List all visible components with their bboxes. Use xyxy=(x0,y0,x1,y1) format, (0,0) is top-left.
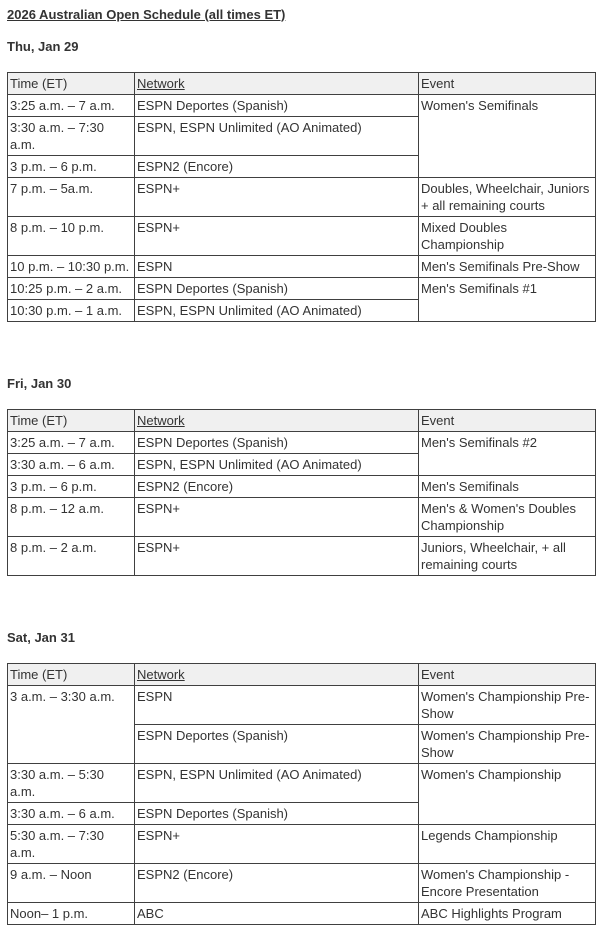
time-cell: 9 a.m. – Noon xyxy=(8,864,135,903)
table-header-row xyxy=(8,664,596,686)
column-header-label: Time (ET) xyxy=(10,413,68,428)
network-cell: ESPN2 (Encore) xyxy=(135,476,419,498)
event-cell: Women's Championship Pre-Show xyxy=(419,686,596,725)
network-cell: ESPN Deportes (Spanish) xyxy=(135,95,419,117)
column-header-network xyxy=(135,410,419,432)
time-cell: 10 p.m. – 10:30 p.m. xyxy=(8,256,135,278)
network-cell: ESPN+ xyxy=(135,217,419,256)
column-header-label: Time (ET) xyxy=(10,667,68,682)
schedule-row xyxy=(8,256,596,278)
network-cell: ESPN2 (Encore) xyxy=(135,156,419,178)
time-cell: 7 p.m. – 5a.m. xyxy=(8,178,135,217)
schedule-row xyxy=(8,476,596,498)
column-header-event xyxy=(419,410,596,432)
time-cell: 3 p.m. – 6 p.m. xyxy=(8,156,135,178)
schedule-table xyxy=(7,409,596,576)
network-cell: ESPN+ xyxy=(135,498,419,537)
schedule-table xyxy=(7,72,596,322)
time-cell: 3:30 a.m. – 7:30 a.m. xyxy=(8,117,135,156)
time-cell: 8 p.m. – 12 a.m. xyxy=(8,498,135,537)
schedule-row xyxy=(8,217,596,256)
column-header-label: Network xyxy=(137,413,185,428)
event-cell: Women's Championship Pre-Show xyxy=(419,725,596,764)
event-cell: Legends Championship xyxy=(419,825,596,864)
network-cell: ESPN+ xyxy=(135,825,419,864)
table-header-row xyxy=(8,73,596,95)
schedule-row xyxy=(8,278,596,300)
column-header-network xyxy=(135,664,419,686)
event-cell: ABC Highlights Program xyxy=(419,903,596,925)
column-header-label: Time (ET) xyxy=(10,76,68,91)
time-cell: 5:30 a.m. – 7:30 a.m. xyxy=(8,825,135,864)
event-cell: Men's Semifinals #1 xyxy=(419,278,596,322)
network-cell: ESPN+ xyxy=(135,537,419,576)
time-cell: 3 p.m. – 6 p.m. xyxy=(8,476,135,498)
schedule-row xyxy=(8,537,596,576)
network-cell: ESPN, ESPN Unlimited (AO Animated) xyxy=(135,454,419,476)
column-header-label: Event xyxy=(421,413,455,428)
event-cell: Men's Semifinals Pre-Show xyxy=(419,256,596,278)
time-cell: 3:30 a.m. – 6 a.m. xyxy=(8,454,135,476)
page-title: 2026 Australian Open Schedule (all times ET) xyxy=(7,7,286,22)
network-cell: ESPN, ESPN Unlimited (AO Animated) xyxy=(135,117,419,156)
schedule-table xyxy=(7,663,596,925)
event-cell: Mixed Doubles Championship xyxy=(419,217,596,256)
network-cell: ESPN+ xyxy=(135,178,419,217)
column-header-time xyxy=(8,664,135,686)
event-cell: Men's Semifinals #2 xyxy=(419,432,596,476)
network-cell: ESPN xyxy=(135,686,419,725)
schedule-section xyxy=(7,376,600,576)
time-cell: 8 p.m. – 10 p.m. xyxy=(8,217,135,256)
event-cell: Women's Championship - Encore Presentation xyxy=(419,864,596,903)
schedule-row xyxy=(8,903,596,925)
schedule-row xyxy=(8,432,596,454)
column-header-label: Event xyxy=(421,667,455,682)
column-header-label: Network xyxy=(137,667,185,682)
time-cell: 3:30 a.m. – 6 a.m. xyxy=(8,803,135,825)
time-cell: 8 p.m. – 2 a.m. xyxy=(8,537,135,576)
event-cell: Women's Championship xyxy=(419,764,596,825)
network-cell: ESPN Deportes (Spanish) xyxy=(135,278,419,300)
table-header-row xyxy=(8,410,596,432)
day-heading: Sat, Jan 31 xyxy=(7,630,75,645)
time-cell: 10:25 p.m. – 2 a.m. xyxy=(8,278,135,300)
network-cell: ESPN Deportes (Spanish) xyxy=(135,725,419,764)
schedule-row xyxy=(8,764,596,803)
column-header-event xyxy=(419,73,596,95)
network-cell: ESPN Deportes (Spanish) xyxy=(135,432,419,454)
schedule-row xyxy=(8,825,596,864)
network-cell: ESPN2 (Encore) xyxy=(135,864,419,903)
event-cell: Juniors, Wheelchair, + all remaining courts xyxy=(419,537,596,576)
network-cell: ESPN xyxy=(135,256,419,278)
network-cell: ABC xyxy=(135,903,419,925)
event-cell: Men's Semifinals xyxy=(419,476,596,498)
column-header-time xyxy=(8,73,135,95)
schedule-row xyxy=(8,864,596,903)
time-cell: 3:25 a.m. – 7 a.m. xyxy=(8,432,135,454)
event-cell: Women's Semifinals xyxy=(419,95,596,178)
schedule-section xyxy=(7,630,600,925)
schedule-row xyxy=(8,498,596,537)
network-cell: ESPN Deportes (Spanish) xyxy=(135,803,419,825)
schedule-row xyxy=(8,686,596,725)
time-cell: 3:30 a.m. – 5:30 a.m. xyxy=(8,764,135,803)
time-cell: Noon– 1 p.m. xyxy=(8,903,135,925)
time-cell: 10:30 p.m. – 1 a.m. xyxy=(8,300,135,322)
network-cell: ESPN, ESPN Unlimited (AO Animated) xyxy=(135,764,419,803)
time-cell: 3:25 a.m. – 7 a.m. xyxy=(8,95,135,117)
schedule-sections xyxy=(7,39,600,925)
event-cell: Doubles, Wheelchair, Juniors + all remaining courts xyxy=(419,178,596,217)
day-heading: Thu, Jan 29 xyxy=(7,39,79,54)
schedule-section xyxy=(7,39,600,322)
column-header-label: Network xyxy=(137,76,185,91)
event-cell: Men's & Women's Doubles Championship xyxy=(419,498,596,537)
column-header-event xyxy=(419,664,596,686)
schedule-row xyxy=(8,178,596,217)
day-heading: Fri, Jan 30 xyxy=(7,376,72,391)
column-header-label: Event xyxy=(421,76,455,91)
schedule-row xyxy=(8,95,596,117)
network-cell: ESPN, ESPN Unlimited (AO Animated) xyxy=(135,300,419,322)
time-cell: 3 a.m. – 3:30 a.m. xyxy=(8,686,135,764)
column-header-time xyxy=(8,410,135,432)
column-header-network xyxy=(135,73,419,95)
